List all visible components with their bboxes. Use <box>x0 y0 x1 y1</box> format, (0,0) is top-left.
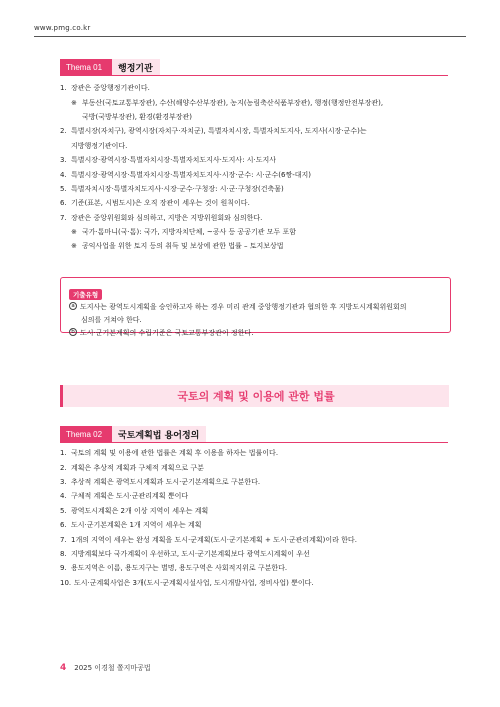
list-item <box>60 576 452 590</box>
list-item <box>60 153 452 167</box>
item-number: 8. <box>60 549 67 558</box>
list-item <box>60 124 452 138</box>
site-url: www.pmg.co.kr <box>34 24 91 32</box>
list-item <box>60 532 452 546</box>
header-divider <box>34 36 466 37</box>
item-text: 국가·톰마니(국·톰): 국가, 지방자치단체, ~공사 등 공공기관 모두 포함 <box>82 228 296 237</box>
item-text: 장관은 중앙위원회와 심의하고, 지방은 지방위원회와 심의한다. <box>71 213 263 222</box>
item-text: 지방계획보다 국가계획이 우선하고, 도시·군기본계획보다 광역도시계획이 우선 <box>71 549 310 558</box>
item-text: 특별자치시장·특별자치도지사·시장·군수·구청장: 시·군·구청장(건축물) <box>71 184 284 193</box>
reference-mark: ※ <box>71 228 77 237</box>
item-number: 2. <box>60 463 67 472</box>
thema2-tag: Thema 02 <box>60 426 112 442</box>
exam-line-a <box>69 301 442 314</box>
reference-mark: ※ <box>71 98 77 107</box>
reference-mark: ※ <box>71 242 77 251</box>
thema2-underline <box>60 442 448 443</box>
item-text: 공익사업을 위한 토지 등의 취득 및 보상에 관한 법률 – 토지보상법 <box>82 242 284 251</box>
item-number: 5. <box>60 184 67 193</box>
exam-line-b-text: 도시·군기본계획의 수립기준은 국토교통부장관이 정한다. <box>80 329 254 337</box>
list-item <box>60 460 452 474</box>
item-text: 특별시장·광역시장·특별자치시장·특별자치도지사·도지사: 시·도지사 <box>71 156 277 165</box>
list-item <box>60 475 452 489</box>
item-text: 도시·군기본계획은 1개 지역이 세우는 계획 <box>71 521 202 530</box>
list-item <box>60 139 452 153</box>
item-number: 4. <box>60 170 67 179</box>
item-text: 특별시장(자치구), 광역시장(자치구·자치군), 특별자치시장, 특별자치도지사, 도지사(시장·군수)는 <box>71 127 367 136</box>
item-text: 장관은 중앙행정기관이다. <box>71 84 150 93</box>
item-text: 1개의 지역이 세우는 완성 계획을 도시·군계획(도시·군기본계획 + 도시·군관리계획)이라 한다. <box>71 535 357 544</box>
list-item <box>60 547 452 561</box>
list-item <box>60 110 452 124</box>
thema1-list <box>60 81 452 254</box>
item-number: 1. <box>60 449 67 458</box>
list-item <box>60 446 452 460</box>
item-text: 추상적 계획은 광역도시계획과 도시·군기본계획으로 구분한다. <box>71 477 261 486</box>
item-text: 기준(표본, 시범도시)은 오직 장관이 세우는 것이 원칙이다. <box>71 199 250 208</box>
item-text: 계획은 추상적 계획과 구체적 계획으로 구분 <box>71 463 204 472</box>
item-number: 6. <box>60 521 67 530</box>
item-text: 특별시장·광역시장·특별자치시장·특별자치도지사·시장·군수: 시·군수(6짱-대지) <box>71 170 311 179</box>
list-item <box>60 489 452 503</box>
item-number: 3. <box>60 477 67 486</box>
item-text: 도시·군계획사업은 3개(도시·군계획시설사업, 도시개발사업, 정비사업) 뿐이다. <box>74 578 314 587</box>
item-number: 9. <box>60 564 67 573</box>
list-item <box>60 504 452 518</box>
item-number: 7. <box>60 535 67 544</box>
list-item <box>60 239 452 253</box>
list-item <box>60 81 452 95</box>
item-text: 광역도시계획은 2개 이상 지역이 세우는 계획 <box>71 506 209 515</box>
item-text: 지방행정기관이다. <box>71 141 128 150</box>
list-item <box>60 182 452 196</box>
list-item <box>60 211 452 225</box>
list-item <box>60 196 452 210</box>
circled-a-marker: a <box>69 302 77 310</box>
item-number: 4. <box>60 492 67 501</box>
list-item <box>60 561 452 575</box>
item-number: 6. <box>60 199 67 208</box>
thema1-title: 행정기관 <box>112 59 160 75</box>
exam-line-a-text: 도지사는 광역도시계획을 승인하고자 하는 경우 미리 관계 중앙행정기관과 협의한 후 지방도시계획위원회의 <box>80 303 407 311</box>
item-number: 2. <box>60 127 67 136</box>
thema1-tag: Thema 01 <box>60 59 112 75</box>
item-number: 1. <box>60 84 67 93</box>
item-number: 5. <box>60 506 67 515</box>
exam-line-b <box>69 327 442 340</box>
thema2-header <box>60 426 448 442</box>
book-title: 2025 이경철 쫄지마공법 <box>74 664 151 672</box>
thema2-list <box>60 446 452 590</box>
item-number: 3. <box>60 156 67 165</box>
list-item <box>60 167 452 181</box>
item-number: 10. <box>60 578 72 587</box>
thema1-header <box>60 59 448 75</box>
item-text: 용도지역은 이름, 용도지구는 별명, 용도구역은 사회적지위로 구분한다. <box>71 564 288 573</box>
list-item <box>60 518 452 532</box>
thema2-title: 국토계획법 용어정의 <box>112 426 206 442</box>
circled-b-marker: b <box>69 328 77 336</box>
item-number: 7. <box>60 213 67 222</box>
thema1-underline <box>60 75 448 76</box>
section-banner: 국토의 계획 및 이용에 관한 법률 <box>60 385 449 407</box>
item-text: 국토의 계획 및 이용에 관한 법률은 계획 후 이용을 하자는 법률이다. <box>71 449 279 458</box>
exam-box <box>60 277 451 337</box>
list-item <box>60 225 452 239</box>
list-item <box>60 95 452 109</box>
exam-tag: 기출유형 <box>69 289 102 300</box>
page-number: 4 <box>60 663 67 673</box>
exam-line-a-cont: 심의를 거쳐야 한다. <box>81 316 142 324</box>
item-text: 국방(국방부장관), 환경(환경부장관) <box>82 112 193 121</box>
item-text: 구체적 계획은 도시·군관리계획 뿐이다 <box>71 492 189 501</box>
item-text: 부동산(국토교통부장관), 수산(해양수산부장관), 농지(농림축산식품부장관), 행정(행정안전부장관), <box>82 98 384 107</box>
page-footer <box>60 663 151 673</box>
